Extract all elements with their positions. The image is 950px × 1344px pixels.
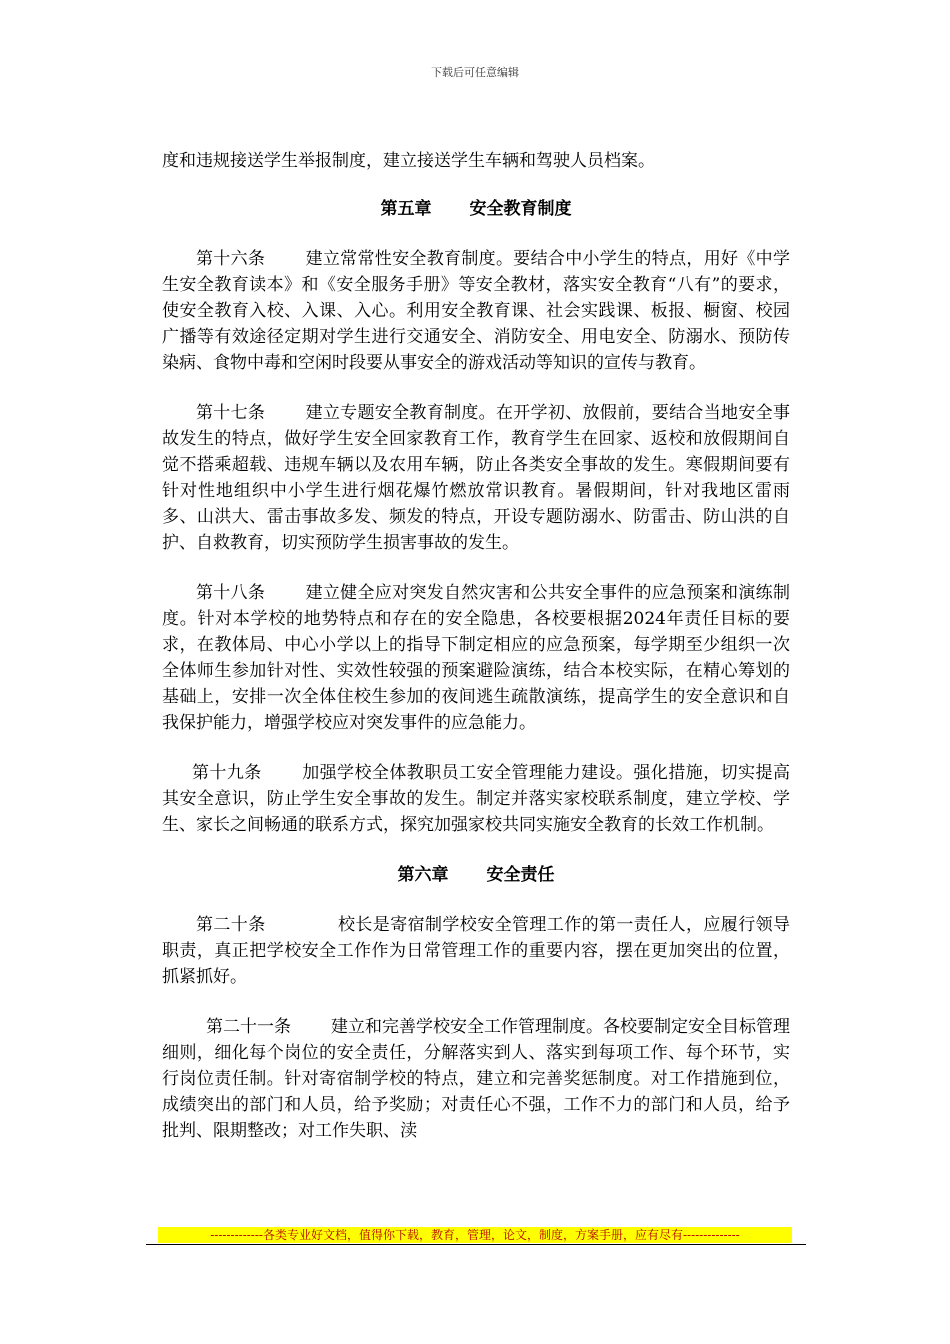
chapter-5-number: 第五章 bbox=[380, 199, 432, 219]
article-21-text: 建立和完善学校安全工作管理制度。各校要制定安全目标管理细则，细化每个岗位的安全责任，分解落实到人、落实到每项工作、每个环节，实行岗位责任制。针对寄宿制学校的特点，建立和完善奖惩制度。对工作措施到位，成绩突出的部门和人员，给予奖励；对责任心不强，工作不力的部门和人员，给予批判、限期整改；对工作失职、渎 bbox=[162, 1017, 790, 1141]
header-note: 下载后可任意编辑 bbox=[431, 66, 519, 79]
article-20-text: 校长是寄宿制学校安全管理工作的第一责任人，应履行领导职责，真正把学校安全工作作为日常管理工作的重要内容，摆在更加突出的位置，抓紧抓好。 bbox=[162, 915, 791, 987]
article-18-label: 第十八条 bbox=[196, 583, 266, 603]
article-20 bbox=[162, 912, 790, 990]
article-18 bbox=[162, 580, 790, 736]
document-body bbox=[162, 148, 790, 1168]
article-17 bbox=[162, 400, 790, 556]
intro-paragraph: 度和违规接送学生举报制度，建立接送学生车辆和驾驶人员档案。 bbox=[162, 151, 655, 171]
article-19-label: 第十九条 bbox=[192, 763, 262, 783]
article-16 bbox=[162, 246, 790, 376]
article-16-text: 建立常常性安全教育制度。要结合中小学生的特点，用好《中学生安全教育读本》和《安全服务手册》等安全教材，落实安全教育“八有”的要求，使安全教育入校、入课、入心。利用安全教育课、社会实践课、板报、橱窗、校园广播等有效途径定期对学生进行交通安全、消防安全、用电安全、防溺水、预防传染病、食物中毒和空闲时段要从事安全的游戏活动等知识的宣传与教育。 bbox=[162, 249, 790, 373]
chapter-6-number: 第六章 bbox=[397, 865, 449, 885]
chapter-5-heading bbox=[162, 196, 790, 222]
article-21 bbox=[162, 1014, 790, 1144]
article-18-text: 建立健全应对突发自然灾害和公共安全事件的应急预案和演练制度。针对本学校的地势特点和存在的安全隐患，各校要根据2024年责任目标的要求，在教体局、中心小学以上的指导下制定相应的应急预案，每学期至少组织一次全体师生参加针对性、实效性较强的预案避险演练，结合本校实际，在精心筹划的基础上，安排一次全体住校生参加的夜间逃生疏散演练，提高学生的安全意识和自我保护能力，增强学校应对突发事件的应急能力。 bbox=[162, 583, 790, 733]
article-16-label: 第十六条 bbox=[196, 249, 266, 269]
article-21-label: 第二十一条 bbox=[206, 1017, 291, 1037]
article-19 bbox=[162, 760, 790, 838]
article-20-label: 第二十条 bbox=[196, 915, 266, 935]
chapter-6-heading bbox=[162, 862, 790, 888]
footer-divider bbox=[146, 1244, 806, 1245]
chapter-6-title: 安全责任 bbox=[486, 865, 555, 885]
footer-banner: -------------各类专业好文档，值得你下载，教育，管理，论文，制度，方案手册，应有尽有-------------- bbox=[158, 1227, 792, 1243]
article-17-text: 建立专题安全教育制度。在开学初、放假前，要结合当地安全事故发生的特点，做好学生安全回家教育工作，教育学生在回家、返校和放假期间自觉不搭乘超载、违规车辆以及农用车辆，防止各类安全事故的发生。寒假期间要有针对性地组织中小学生进行烟花爆竹燃放常识教育。暑假期间，针对我地区雷雨多、山洪大、雷击事故多发、频发的特点，开设专题防溺水、防雷击、防山洪的自护、自救教育，切实预防学生损害事故的发生。 bbox=[162, 403, 790, 553]
article-19-text: 加强学校全体教职员工安全管理能力建设。强化措施，切实提高其安全意识，防止学生安全事故的发生。制定并落实家校联系制度，建立学校、学生、家长之间畅通的联系方式，探究加强家校共同实施安全教育的长效工作机制。 bbox=[162, 763, 790, 835]
article-17-label: 第十七条 bbox=[196, 403, 266, 423]
chapter-5-title: 安全教育制度 bbox=[469, 199, 572, 219]
